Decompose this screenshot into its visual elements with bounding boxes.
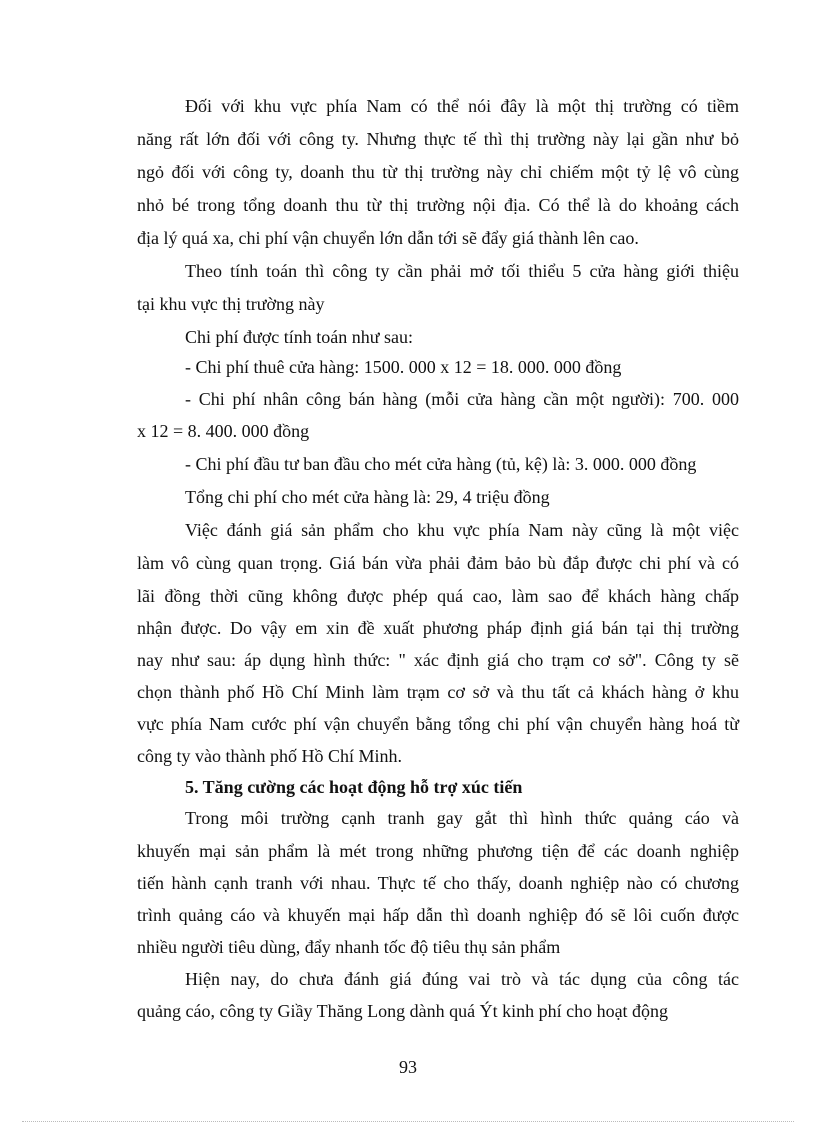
list-item: - Chi phí thuê cửa hàng: 1500. 000 x 12 = 18. 000. 000 đồng (185, 357, 622, 377)
section-heading: 5. Tăng cường các hoạt động hỗ trợ xúc tiến (185, 777, 523, 797)
paragraph-line: làm vô cùng quan trọng. Giá bán vừa phải đảm bảo bù đắp được chi phí và có (137, 553, 739, 573)
paragraph-line: tiến hành cạnh tranh với nhau. Thực tế cho thấy, doanh nghiệp nào có chương (137, 873, 739, 893)
page-number: 93 (399, 1057, 417, 1077)
paragraph-line: khuyến mại sản phẩm là mét trong những phương tiện để các doanh nghiệp (137, 841, 739, 861)
paragraph-line: vực phía Nam cước phí vận chuyển bằng tổng chi phí vận chuyển hàng hoá từ (137, 714, 739, 734)
page-bottom-divider (22, 1121, 794, 1122)
paragraph-line: nhiều người tiêu dùng, đẩy nhanh tốc độ tiêu thụ sản phẩm (137, 937, 561, 957)
paragraph-line: Theo tính toán thì công ty cần phải mở tối thiểu 5 cửa hàng giới thiệu (185, 261, 739, 281)
paragraph-line: công ty vào thành phố Hồ Chí Minh. (137, 746, 402, 766)
paragraph-line: quảng cáo, công ty Giầy Thăng Long dành quá Ýt kinh phí cho hoạt động (137, 1001, 669, 1021)
paragraph-line: lãi đồng thời cũng không được phép quá cao, làm sao để khách hàng chấp (137, 586, 739, 606)
list-item: - Chi phí nhân công bán hàng (mỗi cửa hàng cần một người): 700. 000 (185, 389, 739, 409)
paragraph-line: chọn thành phố Hồ Chí Minh làm trạm cơ sở và thu tất cả khách hàng ở khu (137, 682, 739, 702)
paragraph-line: nay như sau: áp dụng hình thức: " xác định giá cho trạm cơ sở". Công ty sẽ (137, 650, 739, 670)
paragraph-line: tại khu vực thị trường này (137, 294, 325, 314)
paragraph-line: trình quảng cáo và khuyến mại hấp dẫn thì doanh nghiệp đó sẽ lôi cuốn được (137, 905, 739, 925)
paragraph-line: địa lý quá xa, chi phí vận chuyển lớn dẫn tới sẽ đẩy giá thành lên cao. (137, 228, 639, 248)
paragraph-line: nhận được. Do vậy em xin đề xuất phương pháp định giá bán tại thị trường (137, 618, 739, 638)
list-item: - Chi phí đầu tư ban đầu cho mét cửa hàng (tủ, kệ) là: 3. 000. 000 đồng (185, 454, 697, 474)
paragraph-line: Tổng chi phí cho mét cửa hàng là: 29, 4 triệu đồng (185, 487, 550, 507)
paragraph-line: Đối với khu vực phía Nam có thể nói đây là một thị trường có tiềm (185, 96, 739, 116)
list-item-continuation: x 12 = 8. 400. 000 đồng (137, 421, 310, 441)
paragraph-line: Trong môi trường cạnh tranh gay gắt thì hình thức quảng cáo và (185, 808, 739, 828)
paragraph-line: Hiện nay, do chưa đánh giá đúng vai trò và tác dụng của công tác (185, 969, 739, 989)
paragraph-line: năng rất lớn đối với công ty. Nhưng thực tế thì thị trường này lại gần như bỏ (137, 129, 739, 149)
paragraph-line: Chi phí được tính toán như sau: (185, 327, 414, 347)
paragraph-line: ngỏ đối với công ty, doanh thu từ thị trường này chỉ chiếm một tỷ lệ vô cùng (137, 162, 739, 182)
paragraph-line: nhỏ bé trong tổng doanh thu từ thị trường nội địa. Có thể là do khoảng cách (137, 195, 739, 215)
paragraph-line: Việc đánh giá sản phẩm cho khu vực phía Nam này cũng là một việc (185, 520, 739, 540)
